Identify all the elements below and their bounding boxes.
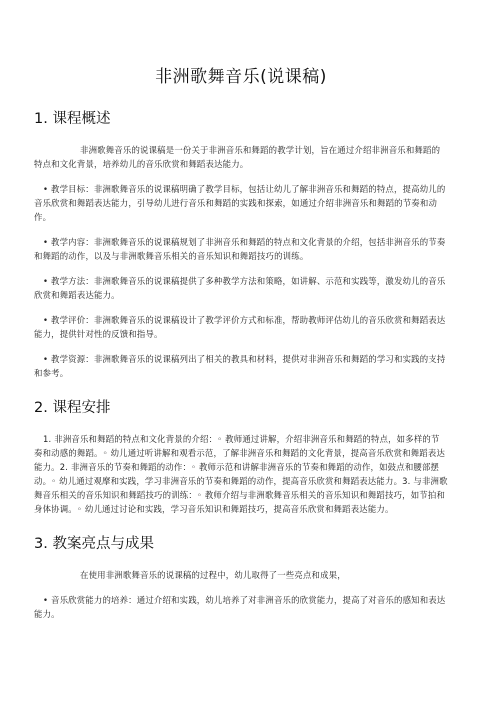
section-schedule (34, 396, 448, 516)
section-heading: 2. 课程安排 (34, 400, 111, 416)
section-highlights (34, 532, 448, 621)
section-overview (34, 107, 448, 380)
teaching-goals-bullet: • 教学目标：非洲歌舞音乐的说课稿明确了教学目标，包括让幼儿了解非洲音乐和舞蹈的特点，提高幼儿的音乐欣赏和舞蹈表达能力，引导幼儿进行音乐和舞蹈的实践和探索，如通过介绍非洲音乐和舞蹈的节奏和动作。 (34, 184, 446, 222)
highlights-intro-paragraph: 在使用非洲歌舞音乐的说课稿的过程中，幼儿取得了一些亮点和成果， (80, 570, 346, 580)
teaching-resources-bullet: • 教学资源：非洲歌舞音乐的说课稿列出了相关的教具和材料，提供对非洲音乐和舞蹈的学习和实践的支持和参考。 (34, 354, 446, 378)
overview-intro-paragraph: 非洲歌舞音乐的说课稿是一份关于非洲音乐和舞蹈的教学计划，旨在通过介绍非洲音乐和舞蹈的特点和文化背景，培养幼儿的音乐欣赏和舞蹈表达能力。 (34, 145, 441, 169)
music-appreciation-bullet: • 音乐欣赏能力的培养：通过介绍和实践，幼儿培养了对非洲音乐的欣赏能力，提高了对音乐的感知和表达能力。 (34, 595, 446, 619)
teaching-content-bullet: • 教学内容：非洲歌舞音乐的说课稿规划了非洲音乐和舞蹈的特点和文化背景的介绍，包括非洲音乐的节奏和舞蹈的动作，以及与非洲歌舞音乐相关的音乐知识和舞蹈技巧的训练。 (34, 237, 446, 261)
section-heading: 3. 教案亮点与成果 (34, 536, 154, 552)
schedule-paragraph: 1. 非洲音乐和舞蹈的特点和文化背景的介绍：◦ 教师通过讲解，介绍非洲音乐和舞蹈的特点，如多样的节奏和动感的舞蹈。◦ 幼儿通过听讲解和观看示范，了解非洲音乐和舞蹈的文化背景，提高音乐欣赏和舞蹈表达能力。2. 非洲音乐的节奏和舞蹈的动作：◦ 教师示范和讲解非洲音乐的节奏和舞蹈的动作，如鼓点和腰部摆动。◦ 幼儿通过观摩和实践，学习非洲音乐的节奏和舞蹈的动作，提高音乐欣赏和舞蹈表达能力。3. 与非洲歌舞音乐相关的音乐知识和舞蹈技巧的训练：◦ 教师介绍与非洲歌舞音乐相关的音乐知识和舞蹈技巧，如节拍和身体协调。◦ 幼儿通过讨论和实践，学习音乐知识和舞蹈技巧，提高音乐欣赏和舞蹈表达能力。 (34, 434, 448, 514)
teaching-evaluation-bullet: • 教学评价：非洲歌舞音乐的说课稿设计了教学评价方式和标准，帮助教师评估幼儿的音乐欣赏和舞蹈表达能力，提供针对性的反馈和指导。 (34, 315, 446, 339)
teaching-methods-bullet: • 教学方法：非洲歌舞音乐的说课稿提供了多种教学方法和策略，如讲解、示范和实践等，激发幼儿的音乐欣赏和舞蹈表达能力。 (34, 276, 446, 300)
document-title: 非洲歌舞音乐(说课稿) (155, 67, 327, 87)
section-heading: 1. 课程概述 (34, 111, 111, 127)
